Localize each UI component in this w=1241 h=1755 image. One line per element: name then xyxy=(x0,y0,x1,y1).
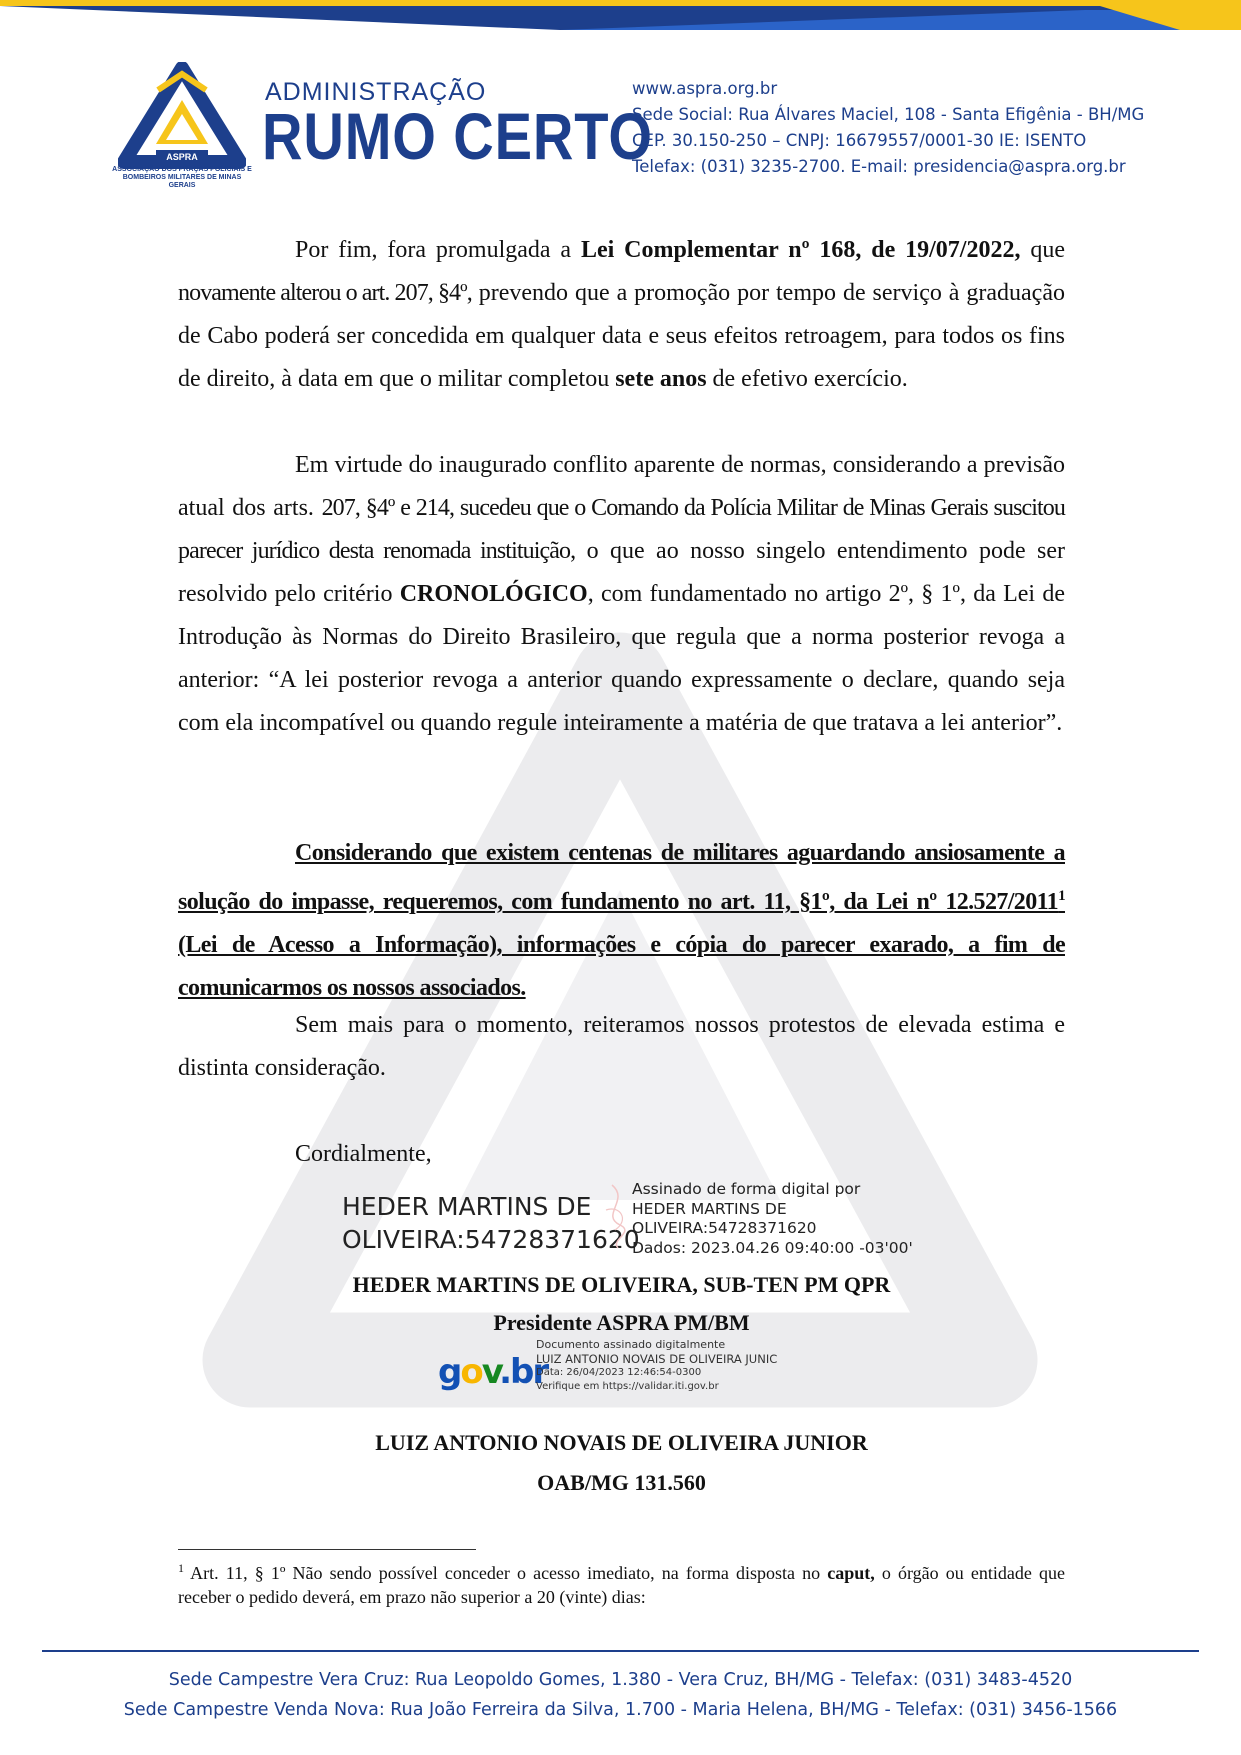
paragraph-request xyxy=(178,832,1065,1010)
sig-info-4: Dados: 2023.04.26 09:40:00 -03'00' xyxy=(632,1238,913,1257)
p3-text-a: Considerando que existem centenas de militares aguardando ansiosamente a solução do impasse, requeremos, com fundamento no art. 11, §1º, da Lei nº 12.527/2011 xyxy=(178,840,1065,915)
p1-text-d: novamente alterou o art. 207, §4º, xyxy=(178,280,472,306)
footnote-caput: caput, xyxy=(827,1563,875,1583)
p1-text-c: que xyxy=(1020,237,1065,263)
govbr-logo-g: g xyxy=(438,1352,461,1392)
contact-website[interactable]: www.aspra.org.br xyxy=(632,79,778,98)
govbr-logo-br: .br xyxy=(499,1352,548,1392)
contact-address: Sede Social: Rua Álvares Maciel, 108 - Santa Efigênia - BH/MG xyxy=(632,105,1145,124)
p1-text-g: de efetivo exercício. xyxy=(706,366,908,392)
header-contact xyxy=(632,76,1144,180)
sig-name-line2: OLIVEIRA:54728371620 xyxy=(342,1225,640,1254)
govbr-line-2: LUIZ ANTONIO NOVAIS DE OLIVEIRA JUNIC xyxy=(536,1352,778,1366)
p2-emphasis: CRONOLÓGICO xyxy=(399,581,588,607)
paragraph-2 xyxy=(178,444,1065,745)
logo-caption: ASSOCIAÇÃO DOS PRAÇAS POLICIAIS E BOMBEIROS MILITARES DE MINAS GERAIS xyxy=(112,166,252,189)
p2-text-a: Em virtude do inaugurado conflito aparente de normas, considerando a previsão atual dos arts. xyxy=(178,452,1065,521)
contact-phone-email: Telefax: (031) 3235-2700. E-mail: presidencia@aspra.org.br xyxy=(632,157,1126,176)
sig-info-3: OLIVEIRA:54728371620 xyxy=(632,1219,817,1237)
logo-acronym: ASPRA xyxy=(166,152,198,162)
footnote xyxy=(178,1556,1065,1609)
p2-text-b: 207, §4º e 214, sucedeu que o Comando da Polícia Militar de Minas Gerais suscitou parecer jurídico desta renomada instituição, xyxy=(178,495,1065,564)
p2-text-c: o que ao nosso singelo entendimento pode ser resolvido pelo critério xyxy=(178,538,1066,607)
p3-text-b: (Lei de Acesso a Informação), informações e cópia do parecer exarado, a fim de comunicarmos os nossos associados. xyxy=(178,932,1065,1001)
p1-law-reference: Lei Complementar nº 168, de 19/07/2022, xyxy=(580,237,1021,263)
govbr-line-1: Documento assinado digitalmente xyxy=(536,1338,726,1351)
p1-text-a: Por fim, fora promulgada a xyxy=(295,237,581,263)
brand-subtitle: ADMINISTRAÇÃO xyxy=(265,78,487,106)
govbr-stamp-text xyxy=(536,1338,777,1394)
aspra-logo-icon xyxy=(118,62,246,170)
closing-salutation: Cordialmente, xyxy=(295,1141,432,1167)
govbr-logo-o: o xyxy=(460,1352,482,1392)
digital-signature-info xyxy=(632,1180,913,1258)
footer-line-2: Sede Campestre Venda Nova: Rua João Ferreira da Silva, 1.700 - Maria Helena, BH/MG - Telefax: (031) 3456-1566 xyxy=(123,1700,1118,1720)
govbr-logo-v: v xyxy=(481,1352,500,1392)
lawyer-oab: OAB/MG 131.560 xyxy=(537,1470,706,1495)
footnote-text-a: Art. 11, § 1º Não sendo possível conceder o acesso imediato, na forma disposta no xyxy=(184,1563,828,1583)
footer-line-1: Sede Campestre Vera Cruz: Rua Leopoldo Gomes, 1.380 - Vera Cruz, BH/MG - Telefax: (031) 3483-4520 xyxy=(168,1670,1073,1690)
p1-text-e: prevendo que a promoção por tempo de serviço à graduação de Cabo poderá ser concedida em qualquer data e seus efeitos retroagem, para todos os fins de direito, à data em que o militar completou xyxy=(178,280,1065,392)
footnote-divider xyxy=(178,1549,476,1550)
sig-info-1: Assinado de forma digital por xyxy=(632,1180,861,1198)
footnote-number: 1 xyxy=(178,1561,184,1575)
header-decorative-band xyxy=(0,0,1241,30)
footnote-text-c: o órgão ou entidade que receber o pedido deverá, em prazo não superior a 20 (vinte) dias: xyxy=(178,1563,1065,1607)
paragraph-1 xyxy=(178,229,1065,401)
govbr-line-3: Data: 26/04/2023 12:46:54-0300 xyxy=(536,1367,702,1378)
lawyer-name: LUIZ ANTONIO NOVAIS DE OLIVEIRA JUNIOR xyxy=(375,1430,868,1455)
sig-info-2: HEDER MARTINS DE xyxy=(632,1199,787,1218)
paragraph-closing: Sem mais para o momento, reiteramos nossos protestos de elevada estima e distinta consideração. xyxy=(178,1012,1065,1081)
signer-name: HEDER MARTINS DE OLIVEIRA, SUB-TEN PM QPR xyxy=(352,1272,891,1297)
brand-title: RUMO CERTO xyxy=(262,99,653,173)
govbr-logo xyxy=(438,1352,547,1392)
govbr-verify-link[interactable]: Verifique em https://validar.iti.gov.br xyxy=(536,1381,719,1392)
footnote-ref[interactable]: 1 xyxy=(1058,888,1065,904)
p1-emphasis: sete anos xyxy=(615,366,707,392)
footer-divider xyxy=(42,1650,1199,1652)
p2-text-e: , com fundamentado no artigo 2º, § 1º, da Lei de Introdução às Normas do Direito Brasileiro, que regula que a norma posterior revoga a anterior: “A lei posterior revoga a anterior quando expressamente o declare, quando seja com ela incompatível ou quando regule inteiramente a matéria de que tratava a lei anterior”. xyxy=(178,581,1065,736)
sig-name-line1: HEDER MARTINS DE xyxy=(342,1192,592,1221)
contact-cep: CEP. 30.150-250 – CNPJ: 16679557/0001-30 IE: ISENTO xyxy=(632,131,1087,150)
signer-role: Presidente ASPRA PM/BM xyxy=(493,1310,750,1335)
